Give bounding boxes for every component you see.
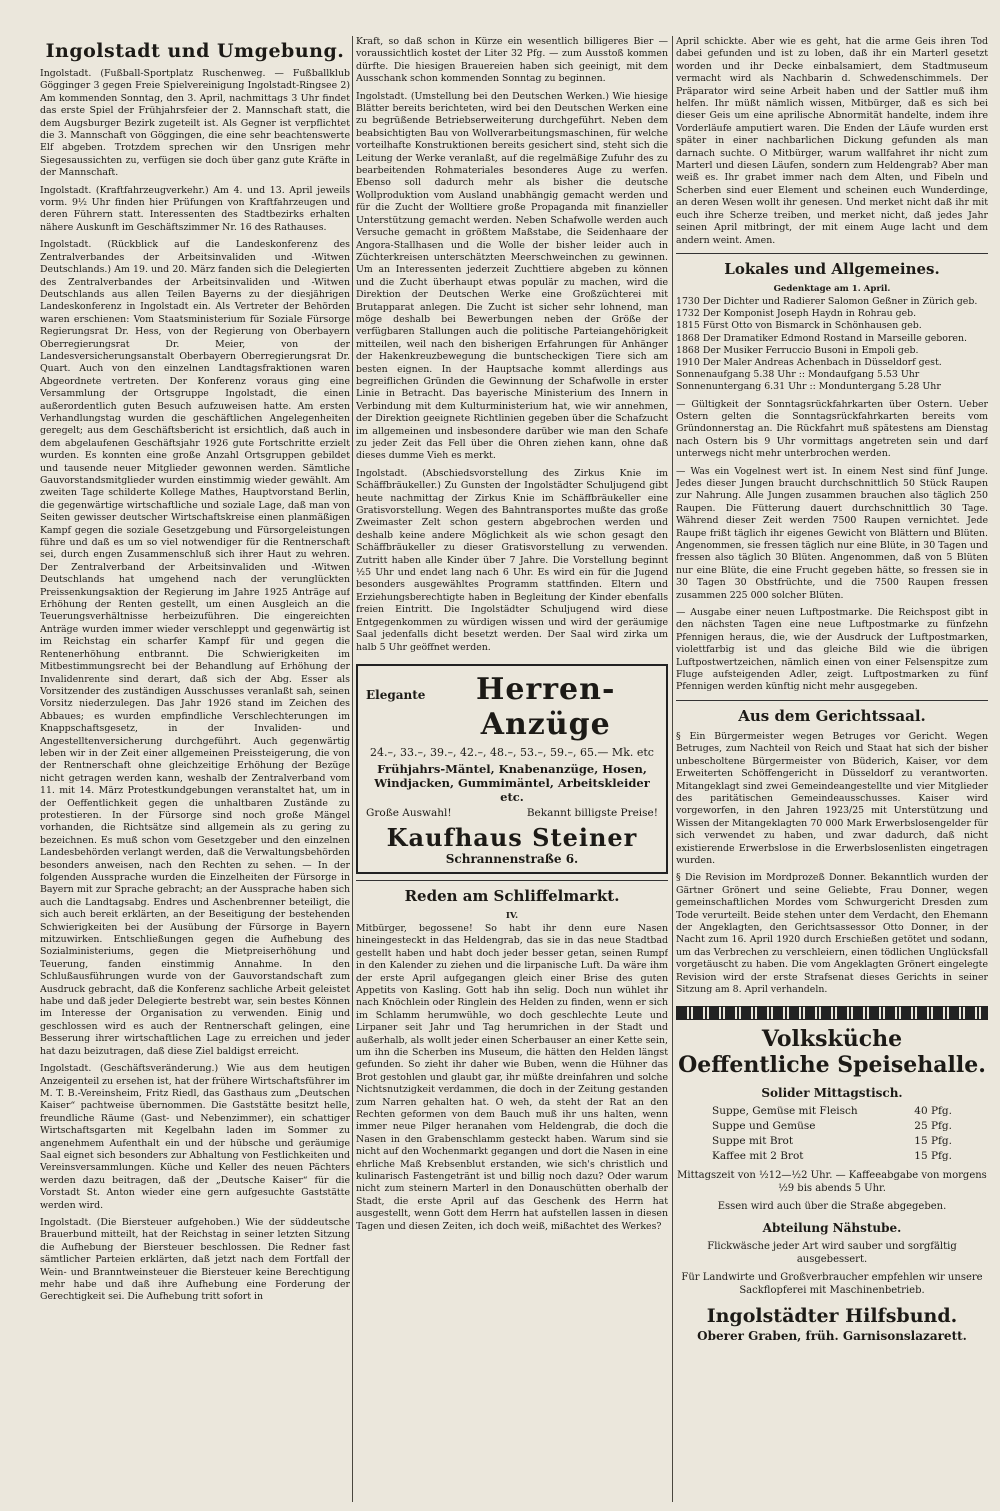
gedenktage-heading: Gedenktage am 1. April.: [773, 283, 891, 294]
article: Ingolstadt. (Rückblick auf die Landeskonferenz des Zentralverbandes der Arbeitsinvaliden und -Witwen Deutschlands.) Am 19. und 20. März fanden sich die Delegierten des Zentralverbandes der Arbeitsinvaliden und -Witwen Deutschlands aus allen Teilen Bayerns zu der diesjährigen Landeskonferenz in Ingolstadt ein. Als Vertreter der Behörden waren erschienen: Vom Staatsministerium für Soziale Fürsorge Regierungsrat Dr. Hess, von der Regierung von Oberbayern Oberregierungsrat Dr. Meier, von der Landesversicherungsanstalt Oberbayern Oberregierungsrat Dr. Quart. Auch von den einzelnen Landtagsfraktionen waren Abgeordnete vertreten. Der Konferenz voraus ging eine Versammlung der Ortsgruppe Ingolstadt, die einen außerordentlich guten Besuch aufzuweisen hatte. Am ersten Verhandlungstag wurden die geschäftlichen Angelegenheiten geregelt; aus dem Geschäftsbericht ist ersichtlich, daß auch in dem abgelaufenen Geschäftsjahr 1926 gute Fortschritte erzielt wurden. Es konnten eine große Anzahl Ortsgruppen gebildet und tausende neuer Mitglieder gewonnen werden. Sämtliche Gauvorstandsmitglieder wurden einstimmig wieder gewählt. Am zweiten Tage schilderte Kollege Mathes, Hauptvorstand Berlin, die gegenwärtige wirtschaftliche und soziale Lage, daß man von Seiten gewisser deutscher Wirtschaftskreise einen planmäßigen Kampf gegen die soziale Gesetzgebung und Fürsorgeleistungen führe und daß es um so viel notwendiger für die Rentnerschaft sei, durch engen Zusammenschluß sich ihrer Haut zu wehren. Der Zentralverband der Arbeitsinvaliden und -Witwen Deutschlands hat umgehend nach der verunglückten Preissenkungsaktion der Regierung im Jahre 1925 Anträge auf Erhöhung der Renten gestellt, um einen Ausgleich an die Teuerungsverhältnisse herbeizuführen. Die eingereichten Anträge wurden immer wieder verschleppt und gegenwärtig ist im Reichstag ein scharfer Kampf für und gegen die Rentenerhöhung entbrannt. Die Schwierigkeiten im Mitbestimmungsrecht bei der Behandlung auf Erhöhung der Invalidenrente sind derart, daß sich der Abg. Esser als Vorsitzender des zuständigen Ausschusses veranlaßt sah, seinen Vorsitz niederzulegen. Das Jahr 1926 stand im Zeichen des Abbaues; es wurden empfindliche Verschlechterungen im Knappschaftsgesetz, in der Invaliden- und Angestelltenversicherung durchgeführt. Auch gegenwärtig leben wir in der Zeit einer allgemeinen Preissteigerung, die von der Rentnerschaft ohne gleichzeitige Erhöhung der Bezüge nicht getragen werden kann, weshalb der Zentralverband vom 11. mit 14. März Protestkundgebungen veranstaltet hat, um in der Oeffentlichkeit gegen die unhaltbaren Zustände zu protestieren. In der Fürsorge sind noch große Mängel vorhanden, die Richtsätze sind allgemein als zu gering zu bezeichnen. Es muß schon vom Gesetzgeber und den einzelnen Landesbehörden verlangt werden, daß die Verwaltungsbehörden besonders anweisen, nach den Rechten zu sehen. — In der folgenden Aussprache wurden die Einzelheiten der Fürsorge in Bayern mit zur Sprache gebracht; an der Aussprache haben sich auch die Landtagsabg. Endres und Aschenbrenner beteiligt, die sich auch bereit erklärten, an der Beseitigung der bestehenden Schwierigkeiten bei der Ausübung der Fürsorge in Bayern mitzuwirken. Entschließungen gegen die Aufhebung des Sozialministeriums, gegen die Mietpreiserhöhung und Teuerung, fanden einstimmig Annahme. In den Schlußausführungen wurde von der Gauvorstandschaft zum Ausdruck gebracht, daß die Konferenz sachliche Arbeit geleistet habe und daß jeder Delegierte bestrebt war, sein bestes Können im Interesse der Organisation zu verwenden. Einig und geschlossen wird es auch der Rentnerschaft gelingen, eine Besserung ihrer wirtschaftlichen Lage zu erreichen und jeder hat dazu beizutragen, daß diese Ziel baldigst erreicht.: [40, 239, 350, 1057]
article: Ingolstadt. (Abschiedsvorstellung des Zirkus Knie im Schäffbräukeller.) Zu Gunsten der Ingolstädter Schuljugend gibt heute nachmittag der Zirkus Knie im Schäffbräukeller eine Gratisvorstellung. Wegen des Bahntransportes mußte das große Zweimaster Zelt schon gestern abgebrochen werden und deshalb keine andere Möglichkeit als wie schon gesagt den Schäffbräukeller zu dieser Gratisvorstellung zu verwenden. Zutritt haben alle Kinder über 7 Jahre. Die Vorstellung beginnt ½5 Uhr und endet lang nach 6 Uhr. Es wird ein für die Jugend besonders ausgewähltes Programm stattfinden. Eltern und Erziehungsberechtigte haben in Begleitung der Kinder ebenfalls freien Eintritt. Die Ingolstädter Schuljugend wird diese Entgegenkommen zu würdigen wissen und wird der geräumige Saal jedenfalls dicht besetzt werden. Der Saal wird zirka um halb 5 Uhr geöffnet werden.: [356, 467, 668, 653]
list-item: Sonnenuntergang 6.31 Uhr :: Monduntergang 5.28 Uhr: [676, 381, 941, 393]
ad-left-note: Große Auswahl!: [366, 806, 452, 819]
column-left: [40, 36, 350, 1502]
ad-right-note: Bekannt billigste Preise!: [526, 806, 658, 819]
menu-price: 40 Pfg.: [914, 1105, 952, 1118]
article: § Die Revision im Mordprozeß Donner. Bekanntlich wurden der Gärtner Grönert und seine Geliebte, Frau Donner, wegen gemeinschaftlichen Mordes vom Schwurgericht Dresden zum Tode verurteilt. Beide stehen unter dem Verdacht, den Ehemann der Angeklagten, den Gerichtsassessor Otto Donner, in der Nacht zum 16. April 1920 durch Erschießen getötet und sodann, um das Verbrechen zu verschleiern, einen tödlichen Unglücksfall vorgetäuscht zu haben. Die vom Angeklagten Grönert eingelegte Revision wird der erste Strafsenat dieses Gerichts in seiner Sitzung am 8. April verhandeln.: [676, 872, 988, 995]
ad-text: Für Landwirte und Großverbraucher empfehlen wir unsere Sackflopferei mit Maschinenbetrieb.: [681, 1272, 983, 1297]
menu-item: Suppe und Gemüse: [712, 1120, 816, 1133]
advertisement-volkskueche: [676, 1026, 988, 1343]
list-item: 1730 Der Dichter und Radierer Salomon Geßner in Zürich geb.: [676, 295, 978, 307]
ad-times: Mittagszeit von ½12—½2 Uhr. — Kaffeeabgabe von morgens ½9 bis abends 5 Uhr.: [677, 1170, 987, 1195]
article: — Ausgabe einer neuen Luftpostmarke. Die Reichspost gibt in den nächsten Tagen eine neue Luftpostmarke zu fünfzehn Pfennigen heraus, die, wie der Ausdruck der Luftpostmarken, violettfarbig ist und das gleiche Bild wie die übrigen Luftpostwertzeichen, nämlich einen von einer Felsenspitze zum Fluge aufsteigenden Adler, zeigt. Luftpostmarken zu fünf Pfennigen werden künftig nicht mehr ausgegeben.: [676, 607, 988, 693]
column-middle: [356, 36, 668, 1502]
section-title-gerichtssaal: Aus dem Gerichtssaal.: [738, 706, 926, 725]
section-title-ingolstadt: Ingolstadt und Umgebung.: [45, 40, 345, 62]
divider: [676, 253, 988, 254]
menu-row: [712, 1119, 952, 1134]
article: Ingolstadt. (Geschäftsveränderung.) Wie aus dem heutigen Anzeigenteil zu ersehen ist, hat der frühere Wirtschaftsführer im M. T. B.-Vereinsheim, Fritz Riedl, das Gasthaus zum „Deutschen Kaiser“ pachtweise übernommen. Die Gaststätte besitzt helle, freundliche Räume (Gast- und Nebenzimmer), ein schattiger Wirtschaftsgarten mit Kegelbahn laden im Sommer zu angenehmem Aufenthalt ein und der hübsche und geräumige Saal eignet sich besonders zur Abhaltung von Festlichkeiten und Vereinsversammlungen. Küche und Keller des neuen Pächters werden dazu beitragen, daß der „Deutsche Kaiser“ für die Vorstadt St. Anton wieder eine gern aufgesuchte Gaststätte werden wird.: [40, 1063, 350, 1211]
column-right: [676, 36, 988, 1502]
article: Kraft, so daß schon in Kürze ein wesentlich billigeres Bier — voraussichtlich kostet der Liter 32 Pfg. — zum Ausstoß kommen dürfte. Die hiesigen Brauereien haben sich geeinigt, mit dem Ausschank schon kommenden Sonntag zu beginnen.: [356, 36, 668, 85]
ad-menu-heading: Solider Mittagstisch.: [761, 1086, 903, 1101]
feuilleton-text: Mitbürger, begossene! So habt ihr denn eure Nasen hineingesteckt in das Heldengrab, das sie in das neue Stadtbad gestellt haben und habt doch jeder besser getan, seinen Rumpf in den Kalender zu ziehen und die lirpanische Luft. Da wäre ihm der erste April aufgegangen gleich einer Brise des guten Appetits von Kasling. Gott hab ihn selig. Doch nun wühlet ihr nach Knöchlein oder Ringlein des Helden zu finden, wenn er sich im Schlamm herumwühle, wo doch geschlechte Leute und Lirpaner seit Jahr und Tag herumrichen in der Stadt und außerhalb, als wollt jeder einen Scherbauser an einer Kette sein, um ihn die Scherben ins Museum, die hätten den Helden längst gefunden. So zieht ihr daher wie Buben, wenn die Hühner das Brot gestohlen und glaubt gar, ihr müßte dreinfahren und solche Nichtsnutzigkeit verdammen, die doch in der Zeitung gestanden zum Narren gehalten hat. O weh, da steht der Rat an den Rechten geformen von dem Bauch muß ihr uns halten, wenn immer neue Pilger heranahen vom Heldengrab, die doch die Nasen in den Grabenschlamm gesteckt haben. Warum sind sie nicht auf den Wochenmarkt gegangen und dort die Nasen in eine ehrliche Maß Krebsenblut erstanden, wie sich's christlich und kulinarisch Fastengetränt ist und billig noch dazu? Oder warum nicht zum steinern Marterl in den Donauschütten oberhalb der Stadt, die erste April auf das Geschenk des Herrn hat ausgestellt, wenn Gott dem Herrn hat aufstellen lassen in diesen Tagen und diesen Zeiten, ich doch weiß, mißachtet des Werkes?: [356, 922, 668, 1232]
column-divider: [672, 36, 673, 1502]
menu-item: Suppe, Gemüse mit Fleisch: [712, 1105, 858, 1118]
list-item: 1732 Der Komponist Joseph Haydn in Rohrau geb.: [676, 308, 917, 320]
feuilleton-title: Reden am Schliffelmarkt.: [404, 886, 620, 905]
ad-headline: Herren-Anzüge: [476, 671, 616, 742]
feuilleton-number: IV.: [505, 910, 519, 921]
article: Ingolstadt. (Umstellung bei den Deutschen Werken.) Wie hiesige Blätter bereits berichteten, wird bei den Deutschen Werken eine zu begrüßende Betriebserweiterung durchgeführt. Neben dem beabsichtigten Bau von Wollverarbeitungsmaschinen, für welche vorteilhafte Konstruktionen bereits gesichert sind, steht sich die Leitung der Werke veranlaßt, auf die regelmäßige Zufuhr des zu bearbeitenden Rohmateriales besonderes Auge zu werfen. Ebenso soll dadurch mehr als bisher die deutsche Wollproduktion vom Ausland unabhängig gemacht werden und für die Zucht der Wolltiere große Propaganda mit finanzieller Unterstützung gemacht werden. Neben Schafwolle werden auch Versuche gemacht in größtem Maßstabe, die Seidenhaare der Angora-Stallhasen und die Wolle der bisher leider auch in Züchterkreisen unterschätzten Meerschweinchen zu gewinnen. Um an Interessenten jederzeit Zuchttiere abgeben zu können und die Zucht überhaupt etwas populär zu machen, wird die Direktion der Deutschen Werke eine Großzüchterei mit Brutapparat anlegen. Die Zucht ist sicher sehr lohnend, man möge deshalb bei Bewerbungen neben der Größe der verfügbaren Stallungen auch die politische Parteiangehörigkeit mitteilen, weil nach den bisherigen Erfahrungen für Anhänger der Hakenkreuzbewegung die buntscheckigen Tiere sich am besten eignen. In der Hauptsache kommt allerdings aus begreiflichen Gründen die Gewinnung der Schafwolle in erster Linie in Betracht. Das bayerische Ministerium des Innern in Verbindung mit dem Kulturministerium hat, wie wir annehmen, der Direktion geeignete Richtlinien gegeben über die Schafzucht im allgemeinen und insbesondere darüber wie man den Schafe zu jeder Zeit das Fell über die Ohren ziehen kann, ohne daß dieses dumme Vieh es merkt.: [356, 90, 668, 462]
ad-shop-address: Schrannenstraße 6.: [445, 851, 579, 866]
ad-address: Oberer Graben, früh. Garnisonslazarett.: [697, 1329, 967, 1344]
gedenktage-list: [676, 296, 988, 394]
column-divider: [352, 36, 353, 1502]
advertisement-herren-anzuege: [356, 664, 668, 874]
article: Ingolstadt. (Kraftfahrzeugverkehr.) Am 4. und 13. April jeweils vorm. 9½ Uhr finden hier Prüfungen von Kraftfahrzeugen und deren Führern statt. Interessenten des Stadtbezirks erhalten nähere Auskunft im Geschäftszimmer Nr. 16 des Rathauses.: [40, 184, 350, 233]
ad-note: Essen wird auch über die Straße abgegeben.: [717, 1201, 947, 1213]
ad-section-heading: Abteilung Nähstube.: [762, 1221, 902, 1236]
article: Ingolstadt. (Fußball-Sportplatz Ruschenweg. — Fußballklub Gögginger 3 gegen Freie Spielvereinigung Ingolstadt-Ringsee 2) Am kommenden Sonntag, den 3. April, nachmittags 3 Uhr findet das erste Spiel der Frühjahrsfeier der 2. Mannschaft statt, die dem Augsburger Bezirk zugeteilt ist. Als Gegner ist verpflichtet die 3. Mannschaft von Göggingen, die eine sehr beachtenswerte Elf abgeben. Trotzdem sprechen wir den Unsrigen mehr Siegesaussichten zu, verfügen sie doch über ganz gute Kräfte in der Mannschaft.: [40, 68, 350, 179]
ad-kicker: Elegante: [366, 687, 426, 702]
ad-menu: [712, 1104, 952, 1164]
ad-title: Volksküche: [761, 1026, 903, 1053]
article: Ingolstadt. (Die Biersteuer aufgehoben.) Wie der süddeutsche Brauerbund mitteilt, hat der Reichstag in seiner letzten Sitzung die Aufhebung der Biersteuer beschlossen. Die Redner fast sämtlicher Parteien erklärten, daß jetzt nach dem Fortfall der Wein- und Branntweinsteuer die Biersteuer keine Berechtigung mehr habe und daß ihre Aufhebung eine Forderung der Gerechtigkeit sei. Die Aufhebung tritt sofort in: [40, 1216, 350, 1303]
list-item: 1815 Fürst Otto von Bismarck in Schönhausen geb.: [676, 320, 922, 332]
list-item: 1910 Der Maler Andreas Achenbach in Düsseldorf gest.: [676, 356, 942, 368]
divider: [356, 880, 668, 881]
menu-item: Kaffee mit 2 Brot: [712, 1150, 804, 1163]
article: April schickte. Aber wie es geht, hat die arme Geis ihren Tod dabei gefunden und ist zu loben, daß ihr ein Marterl gesetzt worden und ihr Decke einbalsamiert, dem Stadtmuseum vermacht wird als Nachbarin d. Schwedenschimmels. Der Präparator wird seine Arbeit haben und der Sattler muß ihm helfen. Ihr müßt nämlich wissen, Mitbürger, daß es sich bei dieser Geis um eine aprilische Abnormität handelte, indem ihre Vorderläufe amputiert waren. Die Enden der Läufe wurden erst später in einer nachbarlichen Dickung gefunden als man darnach suchte. O Mitbürger, warum wallfahret ihr nicht zum Marterl und diesen Läufen, sondern zum Heldengrab? Aber man weiß es. Ihr grabet immer nach dem Alten, und Fibeln und Scherben sind euer Element und scheinen euch Wunderdinge, an deren Wesen wollt ihr genesen. Und merket nicht daß ihr mit euch ihre Scherze treiben, und merket nicht, daß jedes Jahr seinen April mitbringt, der mit einem Auge lacht und dem andern weint. Amen.: [676, 36, 988, 246]
ad-subtitle: Oeffentliche Speisehalle.: [678, 1052, 986, 1079]
ad-organisation: Ingolstädter Hilfsbund.: [706, 1305, 958, 1328]
menu-price: 15 Pfg.: [914, 1135, 952, 1148]
menu-row: [712, 1104, 952, 1119]
menu-row: [712, 1149, 952, 1164]
list-item: Sonnenaufgang 5.38 Uhr :: Mondaufgang 5.53 Uhr: [676, 369, 920, 381]
menu-price: 15 Pfg.: [914, 1150, 952, 1163]
divider: [676, 700, 988, 701]
list-item: 1868 Der Musiker Ferruccio Busoni in Empoli geb.: [676, 344, 919, 356]
menu-price: 25 Pfg.: [914, 1120, 952, 1133]
ad-prices: 24.–, 33.–, 39.–, 42.–, 48.–, 53.–, 59.–, 65.— Mk. etc: [370, 745, 654, 759]
ad-shop-name: Kaufhaus Steiner: [386, 822, 638, 852]
ornamental-border: [676, 1006, 988, 1020]
menu-row: [712, 1134, 952, 1149]
article: — Gültigkeit der Sonntagsrückfahrkarten über Ostern. Ueber Ostern gelten die Sonntagsrückfahrkarten bereits vom Gründonnerstag an. Die Rückfahrt muß spätestens am Dienstag nach Ostern bis 9 Uhr vormittags angetreten sein und darf unterwegs nicht mehr unterbrochen werden.: [676, 398, 988, 460]
menu-item: Suppe mit Brot: [712, 1135, 794, 1148]
article: — Was ein Vogelnest wert ist. In einem Nest sind fünf Junge. Jedes dieser Jungen braucht durchschnittlich 50 Stück Raupen zur Nahrung. Alle Jungen zusammen brauchen also täglich 250 Raupen. Die Fütterung dauert durchschnittlich 30 Tage. Während dieser Zeit werden 7500 Raupen vernichtet. Jede Raupe frißt täglich ihr eigenes Gewicht von Blättern und Blüten. Angenommen, sie fressen täglich nur eine Blüte, in 30 Tagen und fressen also täglich 30 Blüten. Angenommen, daß von 5 Blüten nur eine Blüte, die eine Frucht gegeben hätte, so fressen sie in 30 Tagen 30 Obstfrüchte, und die 7500 Raupen fressen zusammen 225 000 solcher Blüten.: [676, 465, 988, 601]
section-title-lokales: Lokales und Allgemeines.: [724, 259, 940, 278]
list-item: 1868 Der Dramatiker Edmond Rostand in Marseille geboren.: [676, 332, 967, 344]
ad-products: Frühjahrs-Mäntel, Knabenanzüge, Hosen, Windjacken, Gummimäntel, Arbeitskleider etc.: [374, 761, 650, 804]
ad-text: Flickwäsche jeder Art wird sauber und sorgfältig ausgebessert.: [707, 1241, 957, 1266]
article: § Ein Bürgermeister wegen Betruges vor Gericht. Wegen Betruges, zum Nachteil von Reich und Staat hat sich der bisher unbescholtene Bürgermeister von Büderich, Kaiser, vor dem Erweiterten Schöffengericht in Düsseldorf zu verantworten. Mitangeklagt sind zwei Gemeindeangestellte und vier Mitglieder des paritätischen Gemeindeausschusses. Kaiser wird vorgeworfen, in den Jahren 1923/25 mit Unterstützung und Wissen der Mitangeklagten 70 000 Mark Erwerbslosengelder für sich verwendet zu haben, und zwar dadurch, daß nicht existierende Erwerbslose in die Erwerbslosenlisten eingetragen wurden.: [676, 730, 988, 866]
